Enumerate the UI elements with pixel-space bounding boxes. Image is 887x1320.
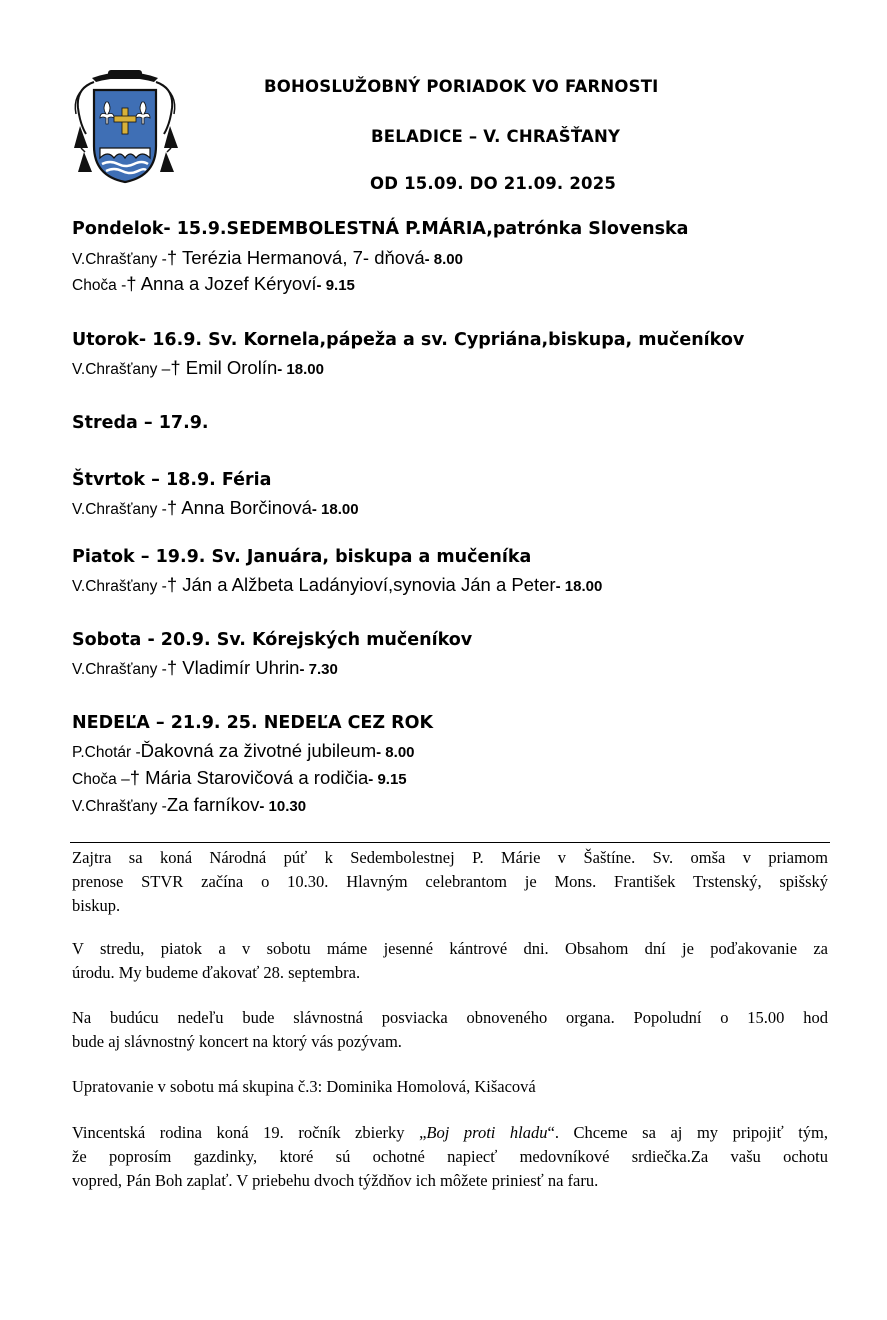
mass-place: Choča – xyxy=(72,771,130,788)
announcement-line: biskup. xyxy=(72,896,121,915)
parish-names: BELADICE – V. CHRAŠŤANY xyxy=(371,127,621,146)
announcement-text: “. Chceme sa aj my pripojiť tým, xyxy=(547,1123,828,1142)
section-divider xyxy=(70,842,830,843)
mass-intention: Za farníkov xyxy=(166,794,260,815)
day-heading: Utorok- 16.9. Sv. Kornela,pápeža a sv. Cypriána,biskupa, mučeníkov xyxy=(72,330,745,350)
mass-entry xyxy=(72,657,338,679)
mass-entry xyxy=(72,794,306,816)
announcement-2 xyxy=(72,937,828,985)
mass-time: - 7.30 xyxy=(299,661,338,678)
date-range: OD 15.09. DO 21.09. 2025 xyxy=(370,174,617,193)
mass-time: - 18.00 xyxy=(311,501,359,518)
mass-time: - 9.15 xyxy=(316,277,355,294)
day-heading: Streda – 17.9. xyxy=(72,413,209,433)
announcement-line: Na budúcu nedeľu bude slávnostná posviacka obnoveného organa. Popoludní o 15.00 hod xyxy=(72,1008,828,1027)
mass-time: - 18.00 xyxy=(555,578,603,595)
mass-time: - 8.00 xyxy=(424,251,463,268)
mass-intention: Ďakovná za životné jubileum xyxy=(140,740,377,761)
mass-intention: † Ján a Alžbeta Ladányioví,synovia Ján a Peter xyxy=(166,574,556,595)
mass-entry xyxy=(72,574,602,596)
mass-entry xyxy=(72,247,463,269)
mass-entry xyxy=(72,767,407,789)
mass-intention: † Anna Borčinová xyxy=(166,497,312,518)
mass-time: - 10.30 xyxy=(259,798,307,815)
announcement-1 xyxy=(72,846,828,918)
announcement-text: Vincentská rodina koná 19. ročník zbierky „ xyxy=(72,1123,427,1142)
mass-time: - 9.15 xyxy=(368,771,407,788)
announcement-line xyxy=(72,1121,828,1145)
announcement-line: prenose STVR začína o 10.30. Hlavným celebrantom je Mons. František Trstenský, spišský xyxy=(72,872,828,891)
day-heading: Pondelok- 15.9.SEDEMBOLESTNÁ P.MÁRIA,patrónka Slovenska xyxy=(72,219,689,239)
coat-of-arms-icon xyxy=(70,68,180,186)
mass-entry xyxy=(72,357,324,379)
day-heading: NEDEĽA – 21.9. 25. NEDEĽA CEZ ROK xyxy=(72,713,434,733)
announcement-3 xyxy=(72,1006,828,1054)
campaign-name: Boj proti hladu xyxy=(426,1123,548,1142)
mass-intention: † Vladimír Uhrin xyxy=(166,657,300,678)
mass-place: V.Chrašťany - xyxy=(72,501,167,518)
mass-time: - 8.00 xyxy=(376,744,415,761)
mass-place: V.Chrašťany - xyxy=(72,661,167,678)
mass-place: V.Chrašťany - xyxy=(72,251,167,268)
mass-place: P.Chotár - xyxy=(72,744,141,761)
mass-place: V.Chrašťany - xyxy=(72,578,167,595)
day-heading: Štvrtok – 18.9. Féria xyxy=(72,470,272,490)
mass-place: V.Chrašťany – xyxy=(72,361,171,378)
mass-intention: † Mária Starovičová a rodičia xyxy=(129,767,369,788)
mass-intention: † Anna a Jozef Kéryoví xyxy=(126,273,317,294)
bulletin-title: BOHOSLUŽOBNÝ PORIADOK VO FARNOSTI xyxy=(264,77,659,96)
announcement-line: V stredu, piatok a v sobotu máme jesenné kántrové dni. Obsahom dní je poďakovanie za xyxy=(72,939,828,958)
mass-place: V.Chrašťany - xyxy=(72,798,167,815)
announcement-line: bude aj slávnostný koncert na ktorý vás pozývam. xyxy=(72,1032,402,1051)
announcement-4 xyxy=(72,1075,828,1099)
announcement-line: že poprosím gazdinky, ktoré sú ochotné napiecť medovníkové srdiečka.Za vašu ochotu xyxy=(72,1147,828,1166)
mass-intention: † Emil Orolín xyxy=(170,357,278,378)
day-heading: Piatok – 19.9. Sv. Januára, biskupa a mučeníka xyxy=(72,547,532,567)
announcement-line: Zajtra sa koná Národná púť k Sedembolestnej P. Márie v Šaštíne. Sv. omša v priamom xyxy=(72,848,828,867)
mass-entry xyxy=(72,740,415,762)
mass-entry xyxy=(72,273,355,295)
announcement-5 xyxy=(72,1121,828,1193)
announcement-line: vopred, Pán Boh zaplať. V priebehu dvoch týždňov ich môžete priniesť na faru. xyxy=(72,1171,599,1190)
day-heading: Sobota - 20.9. Sv. Kórejských mučeníkov xyxy=(72,630,473,650)
announcement-line: Upratovanie v sobotu má skupina č.3: Dominika Homolová, Kišacová xyxy=(72,1077,536,1096)
mass-entry xyxy=(72,497,359,519)
announcement-line: úrodu. My budeme ďakovať 28. septembra. xyxy=(72,963,361,982)
mass-intention: † Terézia Hermanová, 7- dňová xyxy=(166,247,425,268)
mass-place: Choča - xyxy=(72,277,127,294)
mass-time: - 18.00 xyxy=(277,361,324,378)
